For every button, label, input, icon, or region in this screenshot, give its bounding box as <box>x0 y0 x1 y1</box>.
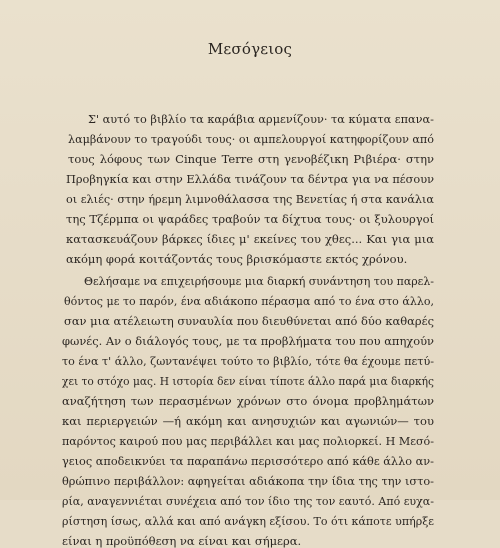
text-line: Θελήσαμε να επιχειρήσουμε μια διαρκή συνάντηση του παρελ- <box>84 274 435 288</box>
text-line: το ένα τ' άλλο, ζωντανέψει τούτο το βιβλίο, τότε θα έχουμε πετύ- <box>62 354 434 368</box>
text-line: κατασκευάζουν βάρκες ίδιες μ' εκείνες του χθες... Και για μια <box>66 232 434 246</box>
text-line: ρίστηση ίσως, αλλά και από ανάγκη εξίσου. Το ότι κάποτε υπήρξε <box>62 514 434 528</box>
text-line: ακόμη φορά κοιτάζοντάς τους βρισκόμαστε εκτός χρόνου. <box>66 252 408 266</box>
text-line: γειος αποδεικνύει τα παραπάνω περισσότερο από κάθε άλλο αν- <box>62 454 434 468</box>
text-line: ρία, αναγεννιέται συνέχεια από τον ίδιο της τον εαυτό. Από ευχα- <box>62 494 434 508</box>
text-line: αναζήτηση των περασμένων χρόνων στο όνομα προβλημάτων <box>62 394 435 408</box>
text-line: σαν μια ατέλειωτη συναυλία που διευθύνεται από δύο καθαρές <box>64 314 434 328</box>
text-line: της Τζέρμπα οι ψαράδες τραβούν τα δίχτυα τους· οι ξυλουργοί <box>66 212 435 226</box>
text-line: φωνές. Αν ο διάλογός τους, με τα προβλήματα του που απηχούν <box>62 334 435 348</box>
text-line: τους λόφους των Cinque Terre στη γενοβέζικη Ριβιέρα· στην <box>68 152 435 166</box>
text-line: χει το στόχο μας. Η ιστορία δεν είναι τίποτε άλλο παρά μια διαρκής <box>62 374 434 388</box>
text-line: θόντος με το παρόν, ένα αδιάκοπο πέρασμα από το ένα στο άλλο, <box>64 294 435 308</box>
text-line: θρώπινο περιβάλλον: αφηγείται αδιάκοπα την ίδια της την ιστο- <box>62 474 435 488</box>
text-line: παρόντος καιρού που μας περιβάλλει και μας πολιορκεί. Η Μεσό- <box>62 434 434 448</box>
text-line: Προβηγκία και στην Ελλάδα τινάζουν τα δέντρα για να πέσουν <box>66 172 435 186</box>
text-line: είναι η προϋπόθεση να είναι και σήμερα. <box>62 534 302 548</box>
text-line: οι ελιές· στην ήρεμη λιμνοθάλασσα της Βενετίας ή στα κανάλια <box>66 192 435 206</box>
chapter-title: Μεσόγειος <box>207 40 293 58</box>
text-line: Σ' αυτό το βιβλίο τα καράβια αρμενίζουν· τα κύματα επανα- <box>88 112 434 126</box>
text-line: λαμβάνουν το τραγούδι τους· οι αμπελουργοί κατηφορίζουν από <box>68 132 434 146</box>
text-line: και περιεργειών —ή ακόμη και ανησυχιών και αγωνιών— του <box>62 414 434 428</box>
